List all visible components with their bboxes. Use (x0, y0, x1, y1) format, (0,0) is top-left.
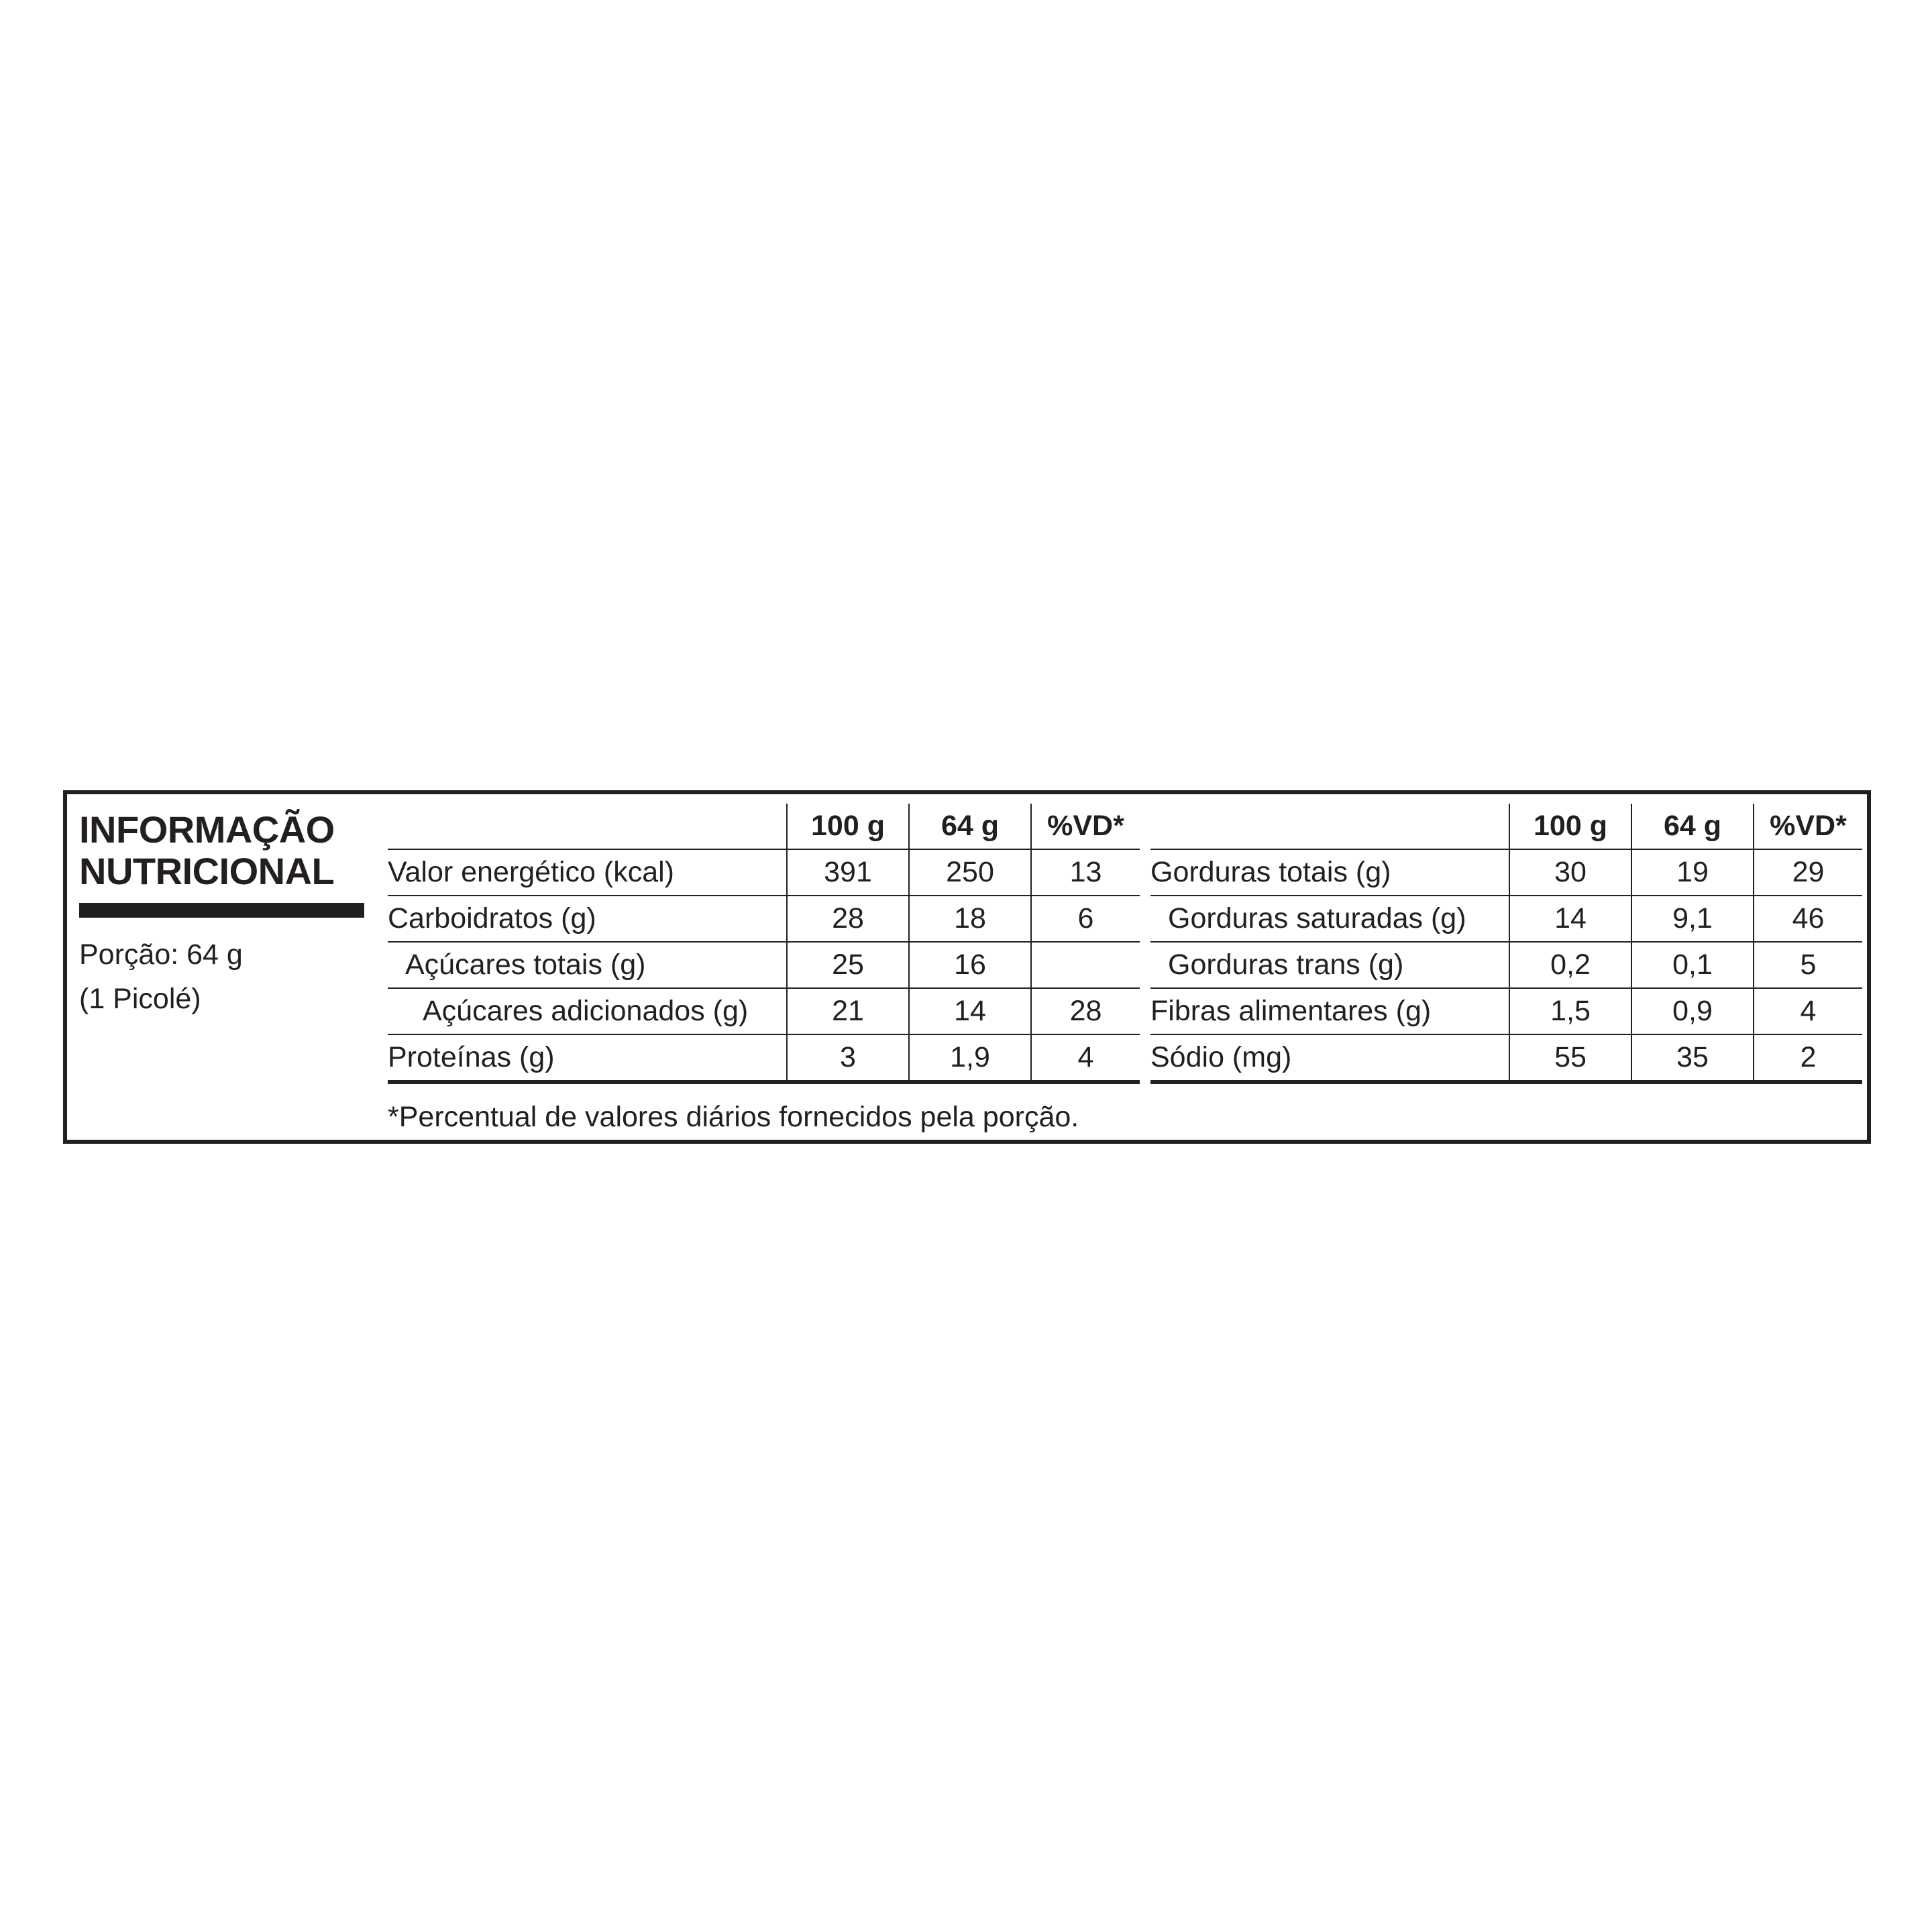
value-per-100g: 55 (1509, 1034, 1631, 1082)
table-header-row (388, 804, 1140, 849)
nutrient-name: Proteínas (g) (388, 1034, 787, 1082)
nutrient-name: Gorduras trans (g) (1150, 942, 1509, 988)
nutrient-table-left (388, 804, 1140, 1084)
value-per-portion: 9,1 (1631, 896, 1754, 942)
value-daily-percent: 28 (1031, 988, 1140, 1034)
value-daily-percent: 46 (1754, 896, 1862, 942)
value-daily-percent (1031, 942, 1140, 988)
table-row (1150, 1034, 1862, 1082)
nutrition-title (79, 809, 335, 892)
value-per-portion: 0,9 (1631, 988, 1754, 1034)
table-header-row (1150, 804, 1862, 849)
nutrient-name: Fibras alimentares (g) (1150, 988, 1509, 1034)
nutrient-name: Carboidratos (g) (388, 896, 787, 942)
value-per-portion: 19 (1631, 849, 1754, 896)
header-per-100g: 100 g (1509, 804, 1631, 849)
header-daily-value: %VD* (1754, 804, 1862, 849)
nutrient-name: Valor energético (kcal) (388, 849, 787, 896)
title-line-1: INFORMAÇÃO (79, 808, 335, 851)
header-per-portion: 64 g (909, 804, 1031, 849)
table-row (388, 988, 1140, 1034)
nutrient-name: Sódio (mg) (1150, 1034, 1509, 1082)
value-per-100g: 3 (787, 1034, 909, 1082)
value-daily-percent: 4 (1754, 988, 1862, 1034)
value-per-100g: 391 (787, 849, 909, 896)
table-row (388, 896, 1140, 942)
value-daily-percent: 13 (1031, 849, 1140, 896)
value-per-100g: 25 (787, 942, 909, 988)
table-row (1150, 942, 1862, 988)
value-per-portion: 1,9 (909, 1034, 1031, 1082)
value-per-100g: 30 (1509, 849, 1631, 896)
serving-portion: Porção: 64 g (79, 938, 243, 971)
table-row (388, 942, 1140, 988)
value-per-100g: 21 (787, 988, 909, 1034)
nutrient-name: Açúcares totais (g) (388, 942, 787, 988)
table-row (1150, 849, 1862, 896)
nutrient-name: Açúcares adicionados (g) (388, 988, 787, 1034)
header-per-portion: 64 g (1631, 804, 1754, 849)
value-per-portion: 250 (909, 849, 1031, 896)
nutrient-table-right (1150, 804, 1862, 1084)
nutrition-facts-panel (63, 790, 1871, 1144)
daily-value-footnote: *Percentual de valores diários fornecidos pela porção. (388, 1101, 1079, 1133)
value-daily-percent: 5 (1754, 942, 1862, 988)
value-per-100g: 14 (1509, 896, 1631, 942)
value-per-100g: 28 (787, 896, 909, 942)
value-per-portion: 35 (1631, 1034, 1754, 1082)
table-row (1150, 988, 1862, 1034)
value-per-portion: 14 (909, 988, 1031, 1034)
value-daily-percent: 2 (1754, 1034, 1862, 1082)
table-row (388, 849, 1140, 896)
serving-info (79, 932, 243, 1021)
value-per-portion: 0,1 (1631, 942, 1754, 988)
header-daily-value: %VD* (1031, 804, 1140, 849)
value-daily-percent: 6 (1031, 896, 1140, 942)
serving-unit: (1 Picolé) (79, 983, 201, 1015)
table-row (388, 1034, 1140, 1082)
table-row (1150, 896, 1862, 942)
value-per-portion: 16 (909, 942, 1031, 988)
title-underline-bar (79, 903, 364, 918)
header-nutrient (1150, 804, 1509, 849)
value-daily-percent: 4 (1031, 1034, 1140, 1082)
value-per-portion: 18 (909, 896, 1031, 942)
header-per-100g: 100 g (787, 804, 909, 849)
value-per-100g: 1,5 (1509, 988, 1631, 1034)
title-line-2: NUTRICIONAL (79, 850, 335, 892)
header-nutrient (388, 804, 787, 849)
value-per-100g: 0,2 (1509, 942, 1631, 988)
nutrient-name: Gorduras saturadas (g) (1150, 896, 1509, 942)
value-daily-percent: 29 (1754, 849, 1862, 896)
nutrient-name: Gorduras totais (g) (1150, 849, 1509, 896)
